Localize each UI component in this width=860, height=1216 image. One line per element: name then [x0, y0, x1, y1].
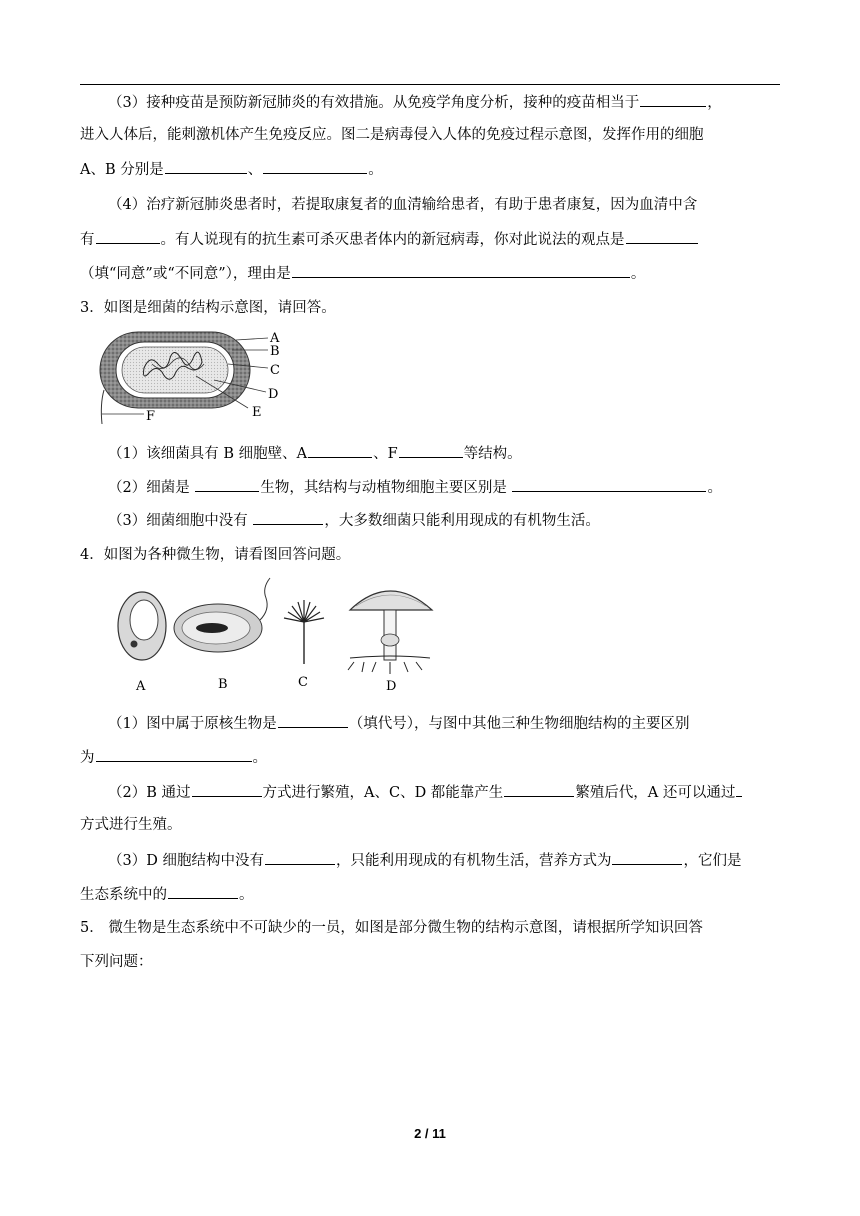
header-rule — [80, 84, 780, 85]
answer-blank[interactable] — [192, 782, 262, 797]
answer-blank[interactable] — [292, 263, 630, 278]
label-d: D — [268, 387, 279, 402]
q4-sub3-line1: （3）D 细胞结构中没有 ，只能利用现成的有机物生活，营养方式为 ，它们是 — [108, 850, 741, 871]
q2-part3-line2: 进入人体后，能刺激机体产生免疫反应。图二是病毒侵入人体的免疫过程示意图，发挥作用的细胞 — [80, 127, 704, 143]
label-f: F — [146, 409, 156, 424]
answer-blank[interactable] — [265, 850, 335, 865]
q3-stem: 3．如图是细菌的结构示意图，请回答。 — [80, 300, 336, 316]
answer-blank[interactable] — [308, 443, 372, 458]
answer-blank[interactable] — [96, 229, 160, 244]
label-e: E — [252, 405, 262, 420]
mushroom — [348, 591, 432, 674]
answer-blank[interactable] — [504, 782, 574, 797]
answer-blank[interactable] — [399, 443, 463, 458]
microorganisms-diagram — [104, 570, 434, 696]
q4-sub2-line1: （2）B 通过 方式进行繁殖，A、C、D 都能靠产生 繁殖后代，A 还可以通过 — [108, 782, 743, 803]
flagellum — [101, 390, 104, 424]
answer-blank[interactable] — [640, 92, 706, 107]
answer-blank[interactable] — [168, 884, 238, 899]
q2-part3-line1: （3）接种疫苗是预防新冠肺炎的有效措施。从免疫学角度分析，接种的疫苗相当于 ， — [108, 92, 722, 113]
q2-part3-line3: A、B 分别是 、 。 — [80, 159, 383, 180]
answer-blank[interactable] — [736, 782, 742, 797]
label-b: B — [218, 677, 228, 692]
label-c: C — [270, 363, 280, 378]
answer-blank[interactable] — [512, 477, 706, 492]
q3-sub3: （3）细菌细胞中没有 ，大多数细菌只能利用现成的有机物生活。 — [108, 510, 600, 531]
q5-stem-line2: 下列问题： — [80, 954, 153, 970]
label-a: A — [136, 679, 146, 694]
label-d: D — [386, 679, 397, 694]
answer-blank[interactable] — [253, 510, 323, 525]
bacteria-diagram — [96, 328, 296, 428]
q4-stem: 4．如图为各种微生物，请看图回答问题。 — [80, 547, 351, 563]
answer-blank[interactable] — [612, 850, 682, 865]
q2-part4-line3: （填“同意”或“不同意”），理由是 。 — [80, 263, 645, 284]
answer-blank[interactable] — [165, 159, 247, 174]
q3-sub1: （1）该细菌具有 B 细胞壁、A 、F 等结构。 — [108, 443, 522, 464]
answer-blank[interactable] — [626, 229, 698, 244]
q3-sub2: （2）细菌是 生物，其结构与动植物细胞主要区别是 。 — [108, 477, 722, 498]
q4-sub1-line1: （1）图中属于原核生物是 （填代号），与图中其他三种生物细胞结构的主要区别 — [108, 713, 689, 734]
answer-blank[interactable] — [195, 477, 259, 492]
q4-sub1-line2: 为 。 — [80, 747, 267, 768]
yeast-cell — [118, 592, 166, 660]
page-number: 2 / 11 — [414, 1126, 446, 1141]
q4-sub3-line2: 生态系统中的 。 — [80, 884, 254, 905]
answer-blank[interactable] — [278, 713, 348, 728]
q2-part4-line2: 有 。有人说现有的抗生素可杀灭患者体内的新冠病毒，你对此说法的观点是 — [80, 229, 699, 250]
q2-part4-line1: （4）治疗新冠肺炎患者时，若提取康复者的血清输给患者，有助于患者康复，因为血清中含 — [108, 197, 698, 213]
bacterium-cell — [174, 578, 270, 652]
label-c: C — [298, 675, 308, 690]
q4-sub2-line2: 方式进行生殖。 — [80, 817, 182, 833]
answer-blank[interactable] — [96, 747, 252, 762]
answer-blank[interactable] — [263, 159, 367, 174]
mold-sporangium — [284, 600, 324, 664]
label-a: A — [270, 331, 280, 346]
q5-stem-line1: 5． 微生物是生态系统中不可缺少的一员，如图是部分微生物的结构示意图，请根据所学知识回答 — [80, 920, 703, 936]
label-b: B — [270, 344, 280, 359]
